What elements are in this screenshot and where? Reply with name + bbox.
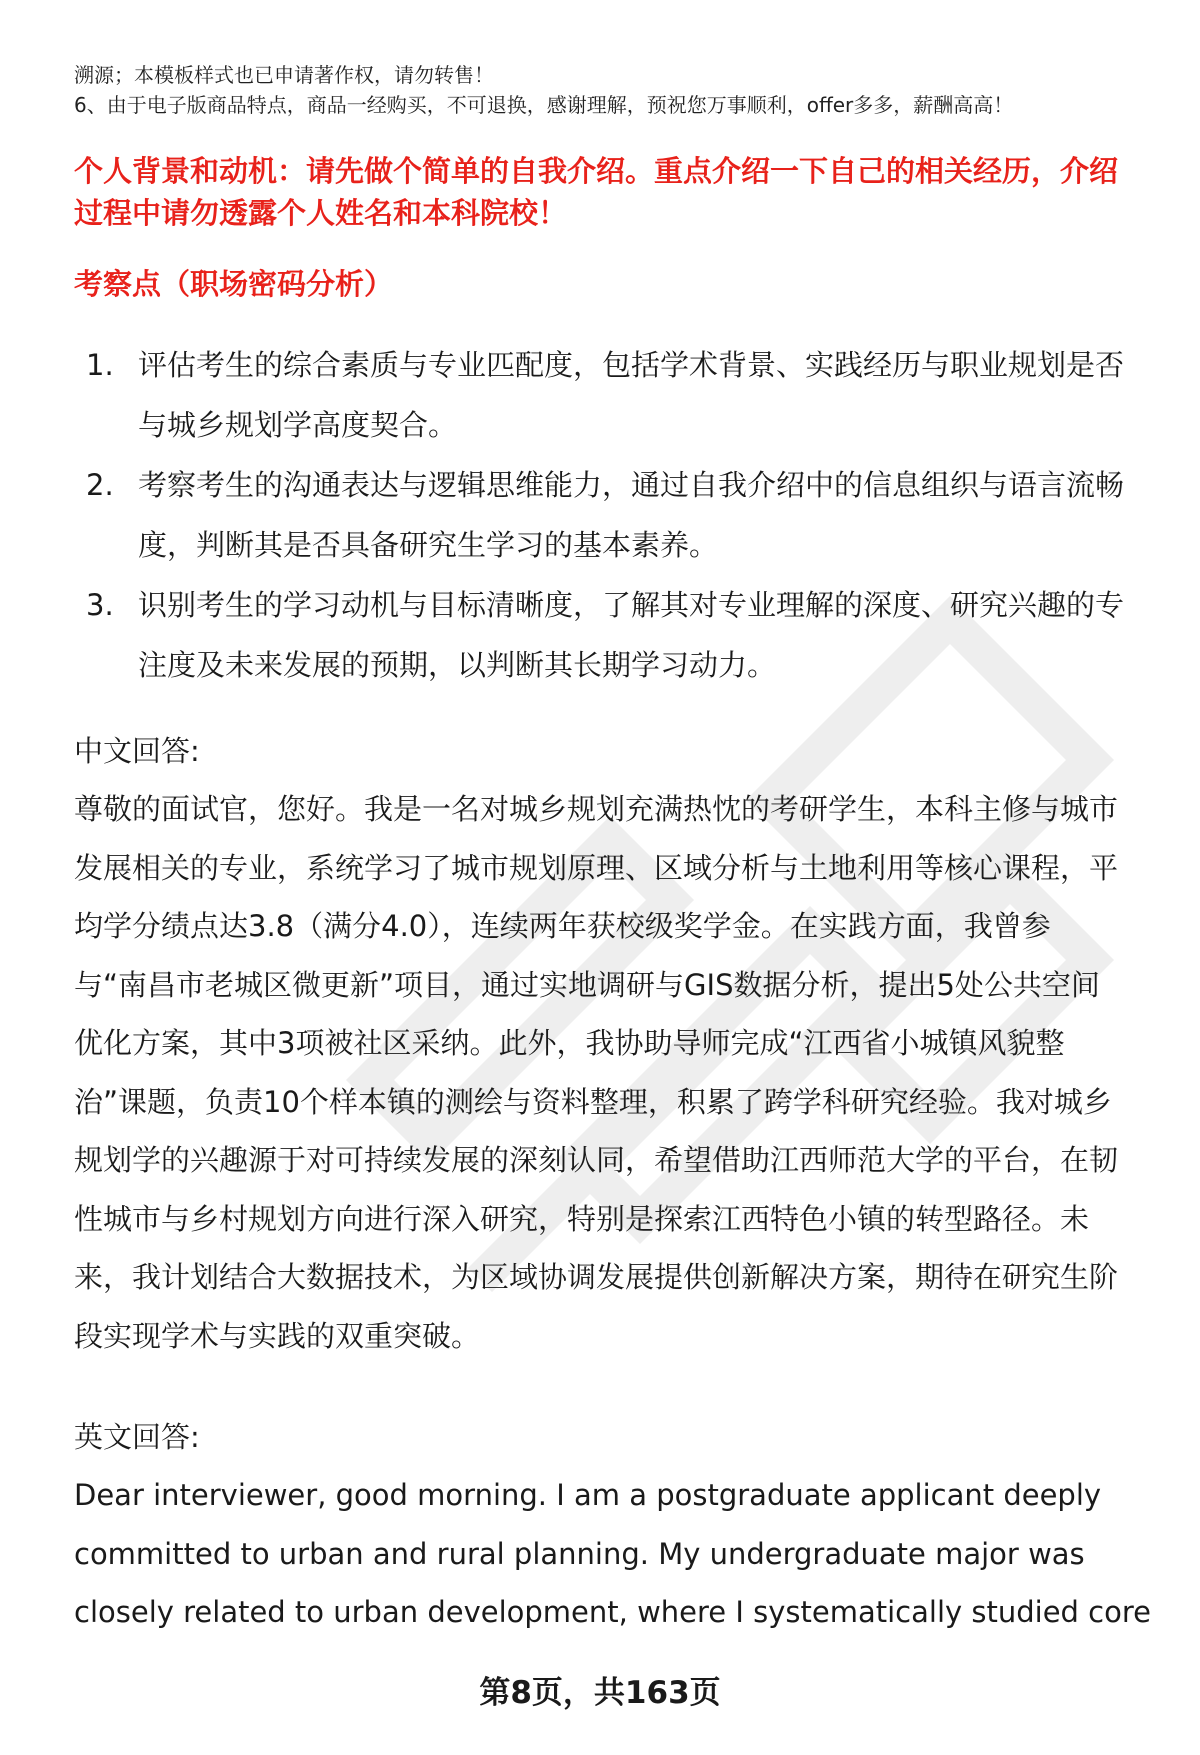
point-text: 识别考生的学习动机与目标清晰度，了解其对专业理解的深度、研究兴趣的专 bbox=[138, 588, 1125, 622]
point-number: 2. bbox=[86, 468, 114, 502]
notice-line-1: 溯源；本模板样式也已申请著作权，请勿转售！ bbox=[74, 63, 494, 87]
assessment-heading: 考察点（职场密码分析） bbox=[74, 267, 394, 301]
answer-line: closely related to urban development, where I systematically studied core bbox=[74, 1595, 1151, 1629]
answer-line: Dear interviewer, good morning. I am a postgraduate applicant deeply bbox=[74, 1478, 1102, 1512]
point-text: 考察考生的沟通表达与逻辑思维能力，通过自我介绍中的信息组织与语言流畅 bbox=[138, 468, 1125, 502]
page-number: 第8页，共163页 bbox=[479, 1675, 721, 1711]
assessment-point bbox=[74, 575, 1154, 695]
answer-line: 段实现学术与实践的双重突破。 bbox=[74, 1318, 481, 1353]
answer-line: 规划学的兴趣源于对可持续发展的深刻认同，希望借助江西师范大学的平台，在韧 bbox=[74, 1143, 1119, 1177]
chinese-answer-label: 中文回答: bbox=[74, 734, 200, 768]
point-text: 度，判断其是否具备研究生学习的基本素养。 bbox=[138, 528, 719, 562]
question-title bbox=[74, 150, 1154, 234]
assessment-points bbox=[74, 335, 1154, 695]
point-text: 与城乡规划学高度契合。 bbox=[138, 408, 458, 442]
point-number: 3. bbox=[86, 588, 114, 622]
question-line-1: 个人背景和动机：请先做个简单的自我介绍。重点介绍一下自己的相关经历，介绍 bbox=[74, 154, 1119, 188]
point-text: 评估考生的综合素质与专业匹配度，包括学术背景、实践经历与职业规划是否 bbox=[138, 348, 1125, 382]
answer-line: 来，我计划结合大数据技术，为区域协调发展提供创新解决方案，期待在研究生阶 bbox=[74, 1260, 1119, 1294]
point-text: 注度及未来发展的预期，以判断其长期学习动力。 bbox=[138, 648, 777, 682]
chinese-answer bbox=[74, 722, 1154, 1365]
question-line-2: 过程中请勿透露个人姓名和本科院校！ bbox=[74, 196, 568, 230]
purchase-notice bbox=[74, 60, 1134, 120]
answer-line: 尊敬的面试官，您好。我是一名对城乡规划充满热忱的考研学生，本科主修与城市 bbox=[74, 792, 1119, 826]
answer-line: 优化方案，其中3项被社区采纳。此外，我协助导师完成“江西省小城镇风貌整 bbox=[74, 1026, 1065, 1060]
answer-line: 发展相关的专业，系统学习了城市规划原理、区域分析与土地利用等核心课程，平 bbox=[74, 850, 1119, 885]
answer-line: 均学分绩点达3.8（满分4.0），连续两年获校级奖学金。在实践方面，我曾参 bbox=[74, 909, 1051, 943]
notice-line-2: 6、由于电子版商品特点，商品一经购买，不可退换，感谢理解，预祝您万事顺利，offer多多，薪酬高高！ bbox=[74, 93, 1014, 117]
assessment-point bbox=[74, 455, 1154, 575]
answer-line: 性城市与乡村规划方向进行深入研究，特别是探索江西特色小镇的转型路径。未 bbox=[74, 1201, 1090, 1236]
assessment-point bbox=[74, 335, 1154, 455]
english-answer-label: 英文回答: bbox=[74, 1420, 200, 1454]
answer-line: committed to urban and rural planning. My undergraduate major was bbox=[74, 1536, 1085, 1571]
point-number: 1. bbox=[86, 348, 114, 382]
english-answer bbox=[74, 1408, 1154, 1642]
answer-line: 与“南昌市老城区微更新”项目，通过实地调研与GIS数据分析，提出5处公共空间 bbox=[74, 967, 1100, 1002]
answer-line: 治”课题，负责10个样本镇的测绘与资料整理，积累了跨学科研究经验。我对城乡 bbox=[74, 1084, 1112, 1119]
